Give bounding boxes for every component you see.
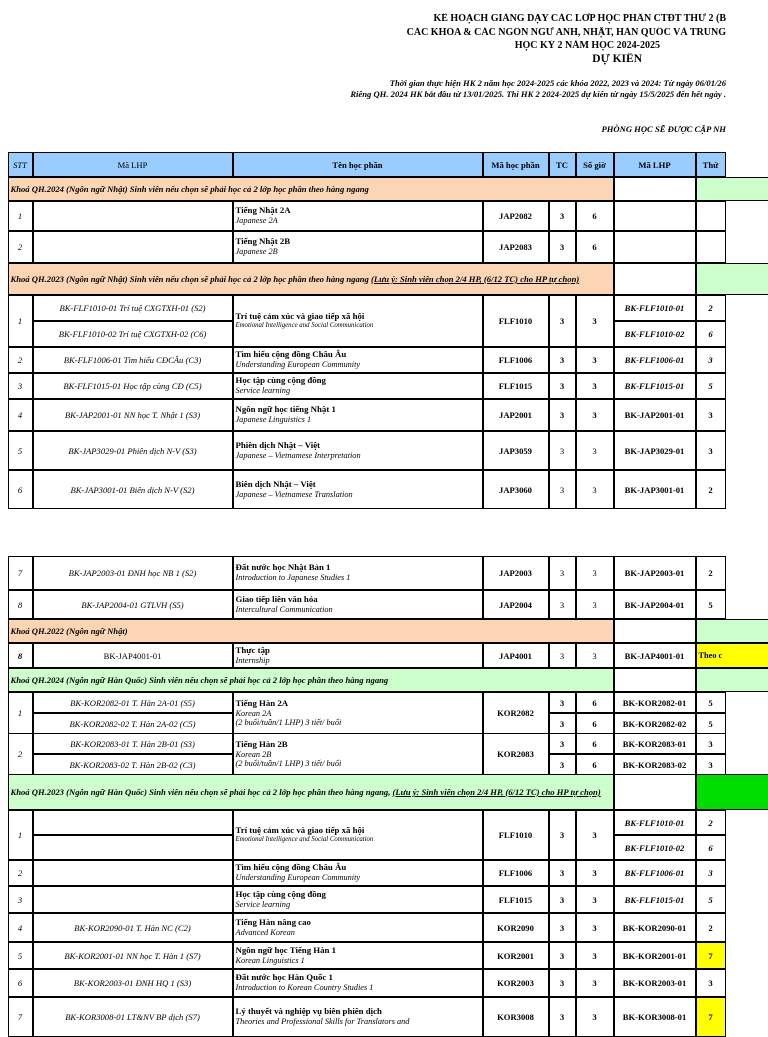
row-course-name: Tìm hiểu cộng đồng Châu Âu Understanding European Community <box>233 347 483 373</box>
row-tc: 3 <box>549 556 576 590</box>
row-thu: 3 <box>696 754 726 775</box>
row-course-name: Lý thuyết và nghiệp vụ biên phiên dịch Theories and Professional Skills for Translators and <box>233 997 483 1037</box>
row-course-code: FLF1010 <box>483 810 549 860</box>
row-ma-lhp-2: BK-FLF1006-01 <box>614 860 696 886</box>
row-course-name: Biên dịch Nhật – Việt Japanese – Vietnamese Translation <box>233 470 483 509</box>
row-stt: 3 <box>8 373 33 399</box>
row-stt: 2 <box>8 231 33 263</box>
row-course-code: JAP2082 <box>483 201 549 231</box>
row-so-gio: 3 <box>576 942 614 969</box>
row-thu: 6 <box>696 321 726 347</box>
row-so-gio: 3 <box>576 886 614 913</box>
row-ma-lhp: BK-FLF1006-01 Tìm hiểu CĐCÂu (C3) <box>33 347 233 373</box>
row-thu: 7 <box>696 942 726 969</box>
row-course-code: KOR2083 <box>483 733 549 775</box>
row-so-gio: 3 <box>576 347 614 373</box>
row-so-gio: 3 <box>576 373 614 399</box>
row-so-gio: 3 <box>576 913 614 942</box>
row-ma-lhp-2: BK-KOR2001-01 <box>614 942 696 969</box>
row-course-code: JAP2003 <box>483 556 549 590</box>
row-thu: 2 <box>696 295 726 321</box>
row-course-name: Phiên dịch Nhật – Việt Japanese – Vietnamese Interpretation <box>233 431 483 470</box>
row-tc: 3 <box>549 231 576 263</box>
row-tc: 3 <box>549 860 576 886</box>
row-ma-lhp: BK-JAP3001-01 Biên dịch N-V (S2) <box>33 470 233 509</box>
section-header-qh2022-japanese: Khoá QH.2022 (Ngôn ngữ Nhật) <box>8 619 614 643</box>
row-so-gio: 3 <box>576 470 614 509</box>
row-ma-lhp-2: BK-FLF1010-01 <box>614 810 696 835</box>
section-header-qh2024-japanese: Khoá QH.2024 (Ngôn ngữ Nhật) Sinh viên nếu chọn sẽ phải học cả 2 lớp học phần theo hàng ngang <box>8 177 614 201</box>
row-tc: 3 <box>549 886 576 913</box>
row-course-code: KOR3008 <box>483 997 549 1037</box>
row-course-name: Ngôn ngữ học tiếng Nhật 1 Japanese Linguistics 1 <box>233 399 483 431</box>
row-tc: 3 <box>549 201 576 231</box>
row-ma-lhp-2: BK-JAP3029-01 <box>614 431 696 470</box>
title-line-3: HỌC KỲ 2 NĂM HỌC 2024-2025 <box>514 40 660 51</box>
row-tc: 3 <box>549 590 576 619</box>
row-ma-lhp <box>33 886 233 913</box>
row-ma-lhp: BK-KOR2082-01 T. Hàn 2A-01 (S5) <box>33 692 233 713</box>
row-thu: 3 <box>696 431 726 470</box>
col-header-ten-hoc-phan: Tên học phần <box>233 152 483 177</box>
row-ma-lhp-2 <box>614 201 696 231</box>
row-so-gio: 6 <box>576 231 614 263</box>
title-line-2: CÁC KHÓA & CÁC NGÔN NGỮ ANH, NHẬT, HÀN QUỐC VÀ TRUNG <box>406 27 726 38</box>
row-course-name: Đất nước học Hàn Quốc 1 Introduction to Korean Country Studies 1 <box>233 969 483 997</box>
cell-empty <box>614 263 696 295</box>
row-so-gio: 3 <box>576 556 614 590</box>
row-so-gio: 3 <box>576 295 614 347</box>
row-so-gio: 3 <box>576 810 614 860</box>
section-header-qh2024-korean: Khoá QH.2024 (Ngôn ngữ Hàn Quốc) Sinh viên nếu chọn sẽ phải học cả 2 lớp học phần theo hàng ngang <box>8 668 614 692</box>
row-stt: 6 <box>8 470 33 509</box>
row-ma-lhp-2 <box>614 231 696 263</box>
row-course-code: FLF1006 <box>483 860 549 886</box>
row-thu: 3 <box>696 969 726 997</box>
row-course-name: Giao tiếp liên văn hóa Intercultural Communication <box>233 590 483 619</box>
row-thu: 5 <box>696 886 726 913</box>
row-thu: 5 <box>696 713 726 734</box>
row-course-name: Đất nước học Nhật Bản 1 Introduction to Japanese Studies 1 <box>233 556 483 590</box>
row-thu-note: Theo c <box>696 643 768 668</box>
row-ma-lhp: BK-JAP3029-01 Phiên dịch N-V (S3) <box>33 431 233 470</box>
cell-empty <box>614 668 696 692</box>
cell-green-band <box>696 263 768 295</box>
row-course-code: FLF1015 <box>483 373 549 399</box>
row-course-code: FLF1006 <box>483 347 549 373</box>
row-ma-lhp: BK-KOR2001-01 NN học T. Hàn 1 (S7) <box>33 942 233 969</box>
row-tc: 3 <box>549 942 576 969</box>
row-stt: 1 <box>8 692 33 734</box>
row-course-code: FLF1010 <box>483 295 549 347</box>
row-thu: 3 <box>696 399 726 431</box>
row-course-code: KOR2090 <box>483 913 549 942</box>
row-ma-lhp: BK-FLF1010-02 Trí tuệ CXGTXH-02 (C6) <box>33 321 233 347</box>
row-stt: 4 <box>8 913 33 942</box>
row-stt: 7 <box>8 556 33 590</box>
row-ma-lhp-2: BK-JAP2004-01 <box>614 590 696 619</box>
row-ma-lhp: BK-KOR3008-01 LT&NV BP dịch (S7) <box>33 997 233 1037</box>
row-tc: 3 <box>549 431 576 470</box>
row-course-name: Tìm hiểu cộng đồng Châu Âu Understanding European Community <box>233 860 483 886</box>
time-note-1: Thời gian thực hiện HK 2 năm học 2024-2025 các khóa 2022, 2023 và 2024: Từ ngày 06/01/26 <box>389 78 726 88</box>
row-stt: 2 <box>8 347 33 373</box>
row-ma-lhp <box>33 231 233 263</box>
row-ma-lhp-2: BK-KOR2083-01 <box>614 733 696 754</box>
row-tc: 3 <box>549 692 576 713</box>
cell-green-band <box>696 774 768 810</box>
row-stt: 2 <box>8 860 33 886</box>
row-so-gio: 3 <box>576 997 614 1037</box>
row-so-gio: 6 <box>576 201 614 231</box>
row-course-name: Ngôn ngữ học Tiếng Hàn 1 Korean Linguistics 1 <box>233 942 483 969</box>
title-line-1: KẾ HOẠCH GIẢNG DẠY CÁC LỚP HỌC PHẦN CTĐT THỨ 2 (B <box>433 13 726 24</box>
row-course-name: Tiếng Hàn 2B Korean 2B (2 buổi/tuần/1 LHP) 3 tiết/ buổi <box>233 733 483 775</box>
row-ma-lhp: BK-JAP4001-01 <box>33 643 233 668</box>
col-header-thu: Thứ <box>696 152 726 177</box>
cell-empty <box>614 177 696 201</box>
row-so-gio: 6 <box>576 692 614 713</box>
row-stt: 5 <box>8 942 33 969</box>
row-stt: 2 <box>8 733 33 775</box>
row-ma-lhp <box>33 201 233 231</box>
row-thu: 6 <box>696 835 726 860</box>
row-course-code: FLF1015 <box>483 886 549 913</box>
cell-empty <box>614 774 696 810</box>
row-thu <box>696 201 726 231</box>
row-tc: 3 <box>549 713 576 734</box>
row-course-code: KOR2082 <box>483 692 549 734</box>
row-course-name: Tiếng Hàn nâng cao Advanced Korean <box>233 913 483 942</box>
row-tc: 3 <box>549 470 576 509</box>
row-thu: 3 <box>696 347 726 373</box>
row-stt: 1 <box>8 810 33 860</box>
row-thu: 5 <box>696 590 726 619</box>
col-header-tc: TC <box>549 152 576 177</box>
row-course-code: JAP4001 <box>483 643 549 668</box>
row-stt: 5 <box>8 431 33 470</box>
row-ma-lhp-2: BK-FLF1015-01 <box>614 373 696 399</box>
row-course-name: Tiếng Nhật 2A Japanese 2A <box>233 201 483 231</box>
row-ma-lhp-2: BK-JAP3001-01 <box>614 470 696 509</box>
row-ma-lhp-2: BK-JAP2003-01 <box>614 556 696 590</box>
row-course-code: JAP2001 <box>483 399 549 431</box>
row-stt: 4 <box>8 399 33 431</box>
cell-green-band <box>696 619 768 643</box>
row-course-name: Trí tuệ cảm xúc và giao tiếp xã hội Emotional Intelligence and Social Communication <box>233 295 483 347</box>
row-ma-lhp-2: BK-KOR3008-01 <box>614 997 696 1037</box>
row-course-name: Học tập cùng cộng đồng Service learning <box>233 373 483 399</box>
row-ma-lhp <box>33 835 233 860</box>
row-tc: 3 <box>549 913 576 942</box>
row-ma-lhp-2: BK-KOR2090-01 <box>614 913 696 942</box>
row-thu: 3 <box>696 733 726 754</box>
room-note: PHÒNG HỌC SẼ ĐƯỢC CẬP NH <box>601 124 726 134</box>
col-header-ma-lhp-2: Mã LHP <box>614 152 696 177</box>
row-tc: 3 <box>549 295 576 347</box>
row-so-gio: 3 <box>576 969 614 997</box>
col-header-so-gio: Số giờ <box>576 152 614 177</box>
row-ma-lhp: BK-FLF1010-01 Trí tuệ CXGTXH-01 (S2) <box>33 295 233 321</box>
row-so-gio: 3 <box>576 399 614 431</box>
col-header-ma-lhp: Mã LHP <box>33 152 233 177</box>
row-course-name: Học tập cùng cộng đồng Service learning <box>233 886 483 913</box>
row-ma-lhp-2: BK-FLF1010-02 <box>614 835 696 860</box>
row-thu: 2 <box>696 913 726 942</box>
row-thu <box>696 231 726 263</box>
row-stt: 7 <box>8 997 33 1037</box>
row-stt: 1 <box>8 201 33 231</box>
row-so-gio: 6 <box>576 733 614 754</box>
row-tc: 3 <box>549 969 576 997</box>
row-thu: 5 <box>696 373 726 399</box>
row-thu: 7 <box>696 997 726 1037</box>
title-line-4: DỰ KIẾN <box>592 53 642 65</box>
row-course-code: KOR2001 <box>483 942 549 969</box>
section-header-qh2023-japanese: Khoá QH.2023 (Ngôn ngữ Nhật) Sinh viên nếu chọn sẽ phải học cả 2 lớp học phần theo hàng ngang (Lưu ý: Sinh viên chọn 2/4 HP, (6/12 TC) cho HP tự chọn) <box>8 263 614 295</box>
row-ma-lhp: BK-KOR2083-02 T. Hàn 2B-02 (C3) <box>33 754 233 775</box>
row-thu: 2 <box>696 556 726 590</box>
cell-empty <box>614 619 696 643</box>
row-ma-lhp: BK-KOR2090-01 T. Hàn NC (C2) <box>33 913 233 942</box>
row-stt: 8 <box>8 590 33 619</box>
row-course-code: JAP2004 <box>483 590 549 619</box>
row-ma-lhp-2: BK-KOR2003-01 <box>614 969 696 997</box>
time-note-2: Riêng QH. 2024 HK bắt đầu từ 13/01/2025. Thi HK 2 2024-2025 dự kiến từ ngày 15/5/2025 đến hết ngày . <box>350 89 726 99</box>
row-course-code: JAP3059 <box>483 431 549 470</box>
row-thu: 3 <box>696 860 726 886</box>
row-tc: 3 <box>549 643 576 668</box>
row-ma-lhp-2: BK-KOR2082-02 <box>614 713 696 734</box>
row-ma-lhp: BK-JAP2001-01 NN học T. Nhật 1 (S3) <box>33 399 233 431</box>
row-ma-lhp: BK-KOR2083-01 T. Hàn 2B-01 (S3) <box>33 733 233 754</box>
cell-green-band <box>696 668 768 692</box>
row-course-name: Trí tuệ cảm xúc và giao tiếp xã hội Emotional Intelligence and Social Communication <box>233 810 483 860</box>
row-thu: 2 <box>696 470 726 509</box>
row-tc: 3 <box>549 347 576 373</box>
row-ma-lhp-2: BK-FLF1010-01 <box>614 295 696 321</box>
row-course-name: Thực tập Internship <box>233 643 483 668</box>
row-course-code: JAP2083 <box>483 231 549 263</box>
row-ma-lhp: BK-JAP2004-01 GTLVH (S5) <box>33 590 233 619</box>
row-thu: 2 <box>696 810 726 835</box>
row-course-code: JAP3060 <box>483 470 549 509</box>
row-tc: 3 <box>549 399 576 431</box>
section-header-qh2023-korean: Khoá QH.2023 (Ngôn ngữ Hàn Quốc) Sinh viên nếu chọn sẽ phải học cả 2 lớp học phần theo hàng ngang, (Lưu ý: Sinh viên chọn 2/4 HP, (6/12 TC) cho HP tự chọn) <box>8 774 614 810</box>
col-header-ma-hoc-phan: Mã học phần <box>483 152 549 177</box>
row-stt: 3 <box>8 886 33 913</box>
row-course-name: Tiếng Nhật 2B Japanese 2B <box>233 231 483 263</box>
row-so-gio: 3 <box>576 643 614 668</box>
row-stt: 1 <box>8 295 33 347</box>
row-tc: 3 <box>549 373 576 399</box>
cell-green-band <box>696 177 768 201</box>
row-tc: 3 <box>549 754 576 775</box>
row-ma-lhp-2: BK-FLF1006-01 <box>614 347 696 373</box>
row-ma-lhp: BK-JAP2003-01 ĐNH học NB 1 (S2) <box>33 556 233 590</box>
row-so-gio: 6 <box>576 713 614 734</box>
row-ma-lhp <box>33 810 233 835</box>
row-ma-lhp-2: BK-KOR2082-01 <box>614 692 696 713</box>
row-so-gio: 3 <box>576 590 614 619</box>
row-course-name: Tiếng Hàn 2A Korean 2A (2 buổi/tuần/1 LHP) 3 tiết/ buổi <box>233 692 483 734</box>
row-ma-lhp: BK-FLF1015-01 Học tập cùng CĐ (C5) <box>33 373 233 399</box>
row-tc: 3 <box>549 733 576 754</box>
row-ma-lhp-2: BK-JAP4001-01 <box>614 643 696 668</box>
row-ma-lhp-2: BK-FLF1015-01 <box>614 886 696 913</box>
row-course-code: KOR2003 <box>483 969 549 997</box>
row-tc: 3 <box>549 997 576 1037</box>
row-ma-lhp: BK-KOR2082-02 T. Hàn 2A-02 (C5) <box>33 713 233 734</box>
row-stt: 6 <box>8 969 33 997</box>
row-thu: 5 <box>696 692 726 713</box>
row-ma-lhp: BK-KOR2003-01 ĐNH HQ 1 (S3) <box>33 969 233 997</box>
row-stt: 8 <box>8 643 33 668</box>
row-ma-lhp <box>33 860 233 886</box>
row-ma-lhp-2: BK-FLF1010-02 <box>614 321 696 347</box>
row-tc: 3 <box>549 810 576 860</box>
row-so-gio: 3 <box>576 431 614 470</box>
row-so-gio: 3 <box>576 860 614 886</box>
col-header-stt: STT <box>8 152 33 177</box>
row-ma-lhp-2: BK-KOR2083-02 <box>614 754 696 775</box>
row-ma-lhp-2: BK-JAP2001-01 <box>614 399 696 431</box>
row-so-gio: 6 <box>576 754 614 775</box>
